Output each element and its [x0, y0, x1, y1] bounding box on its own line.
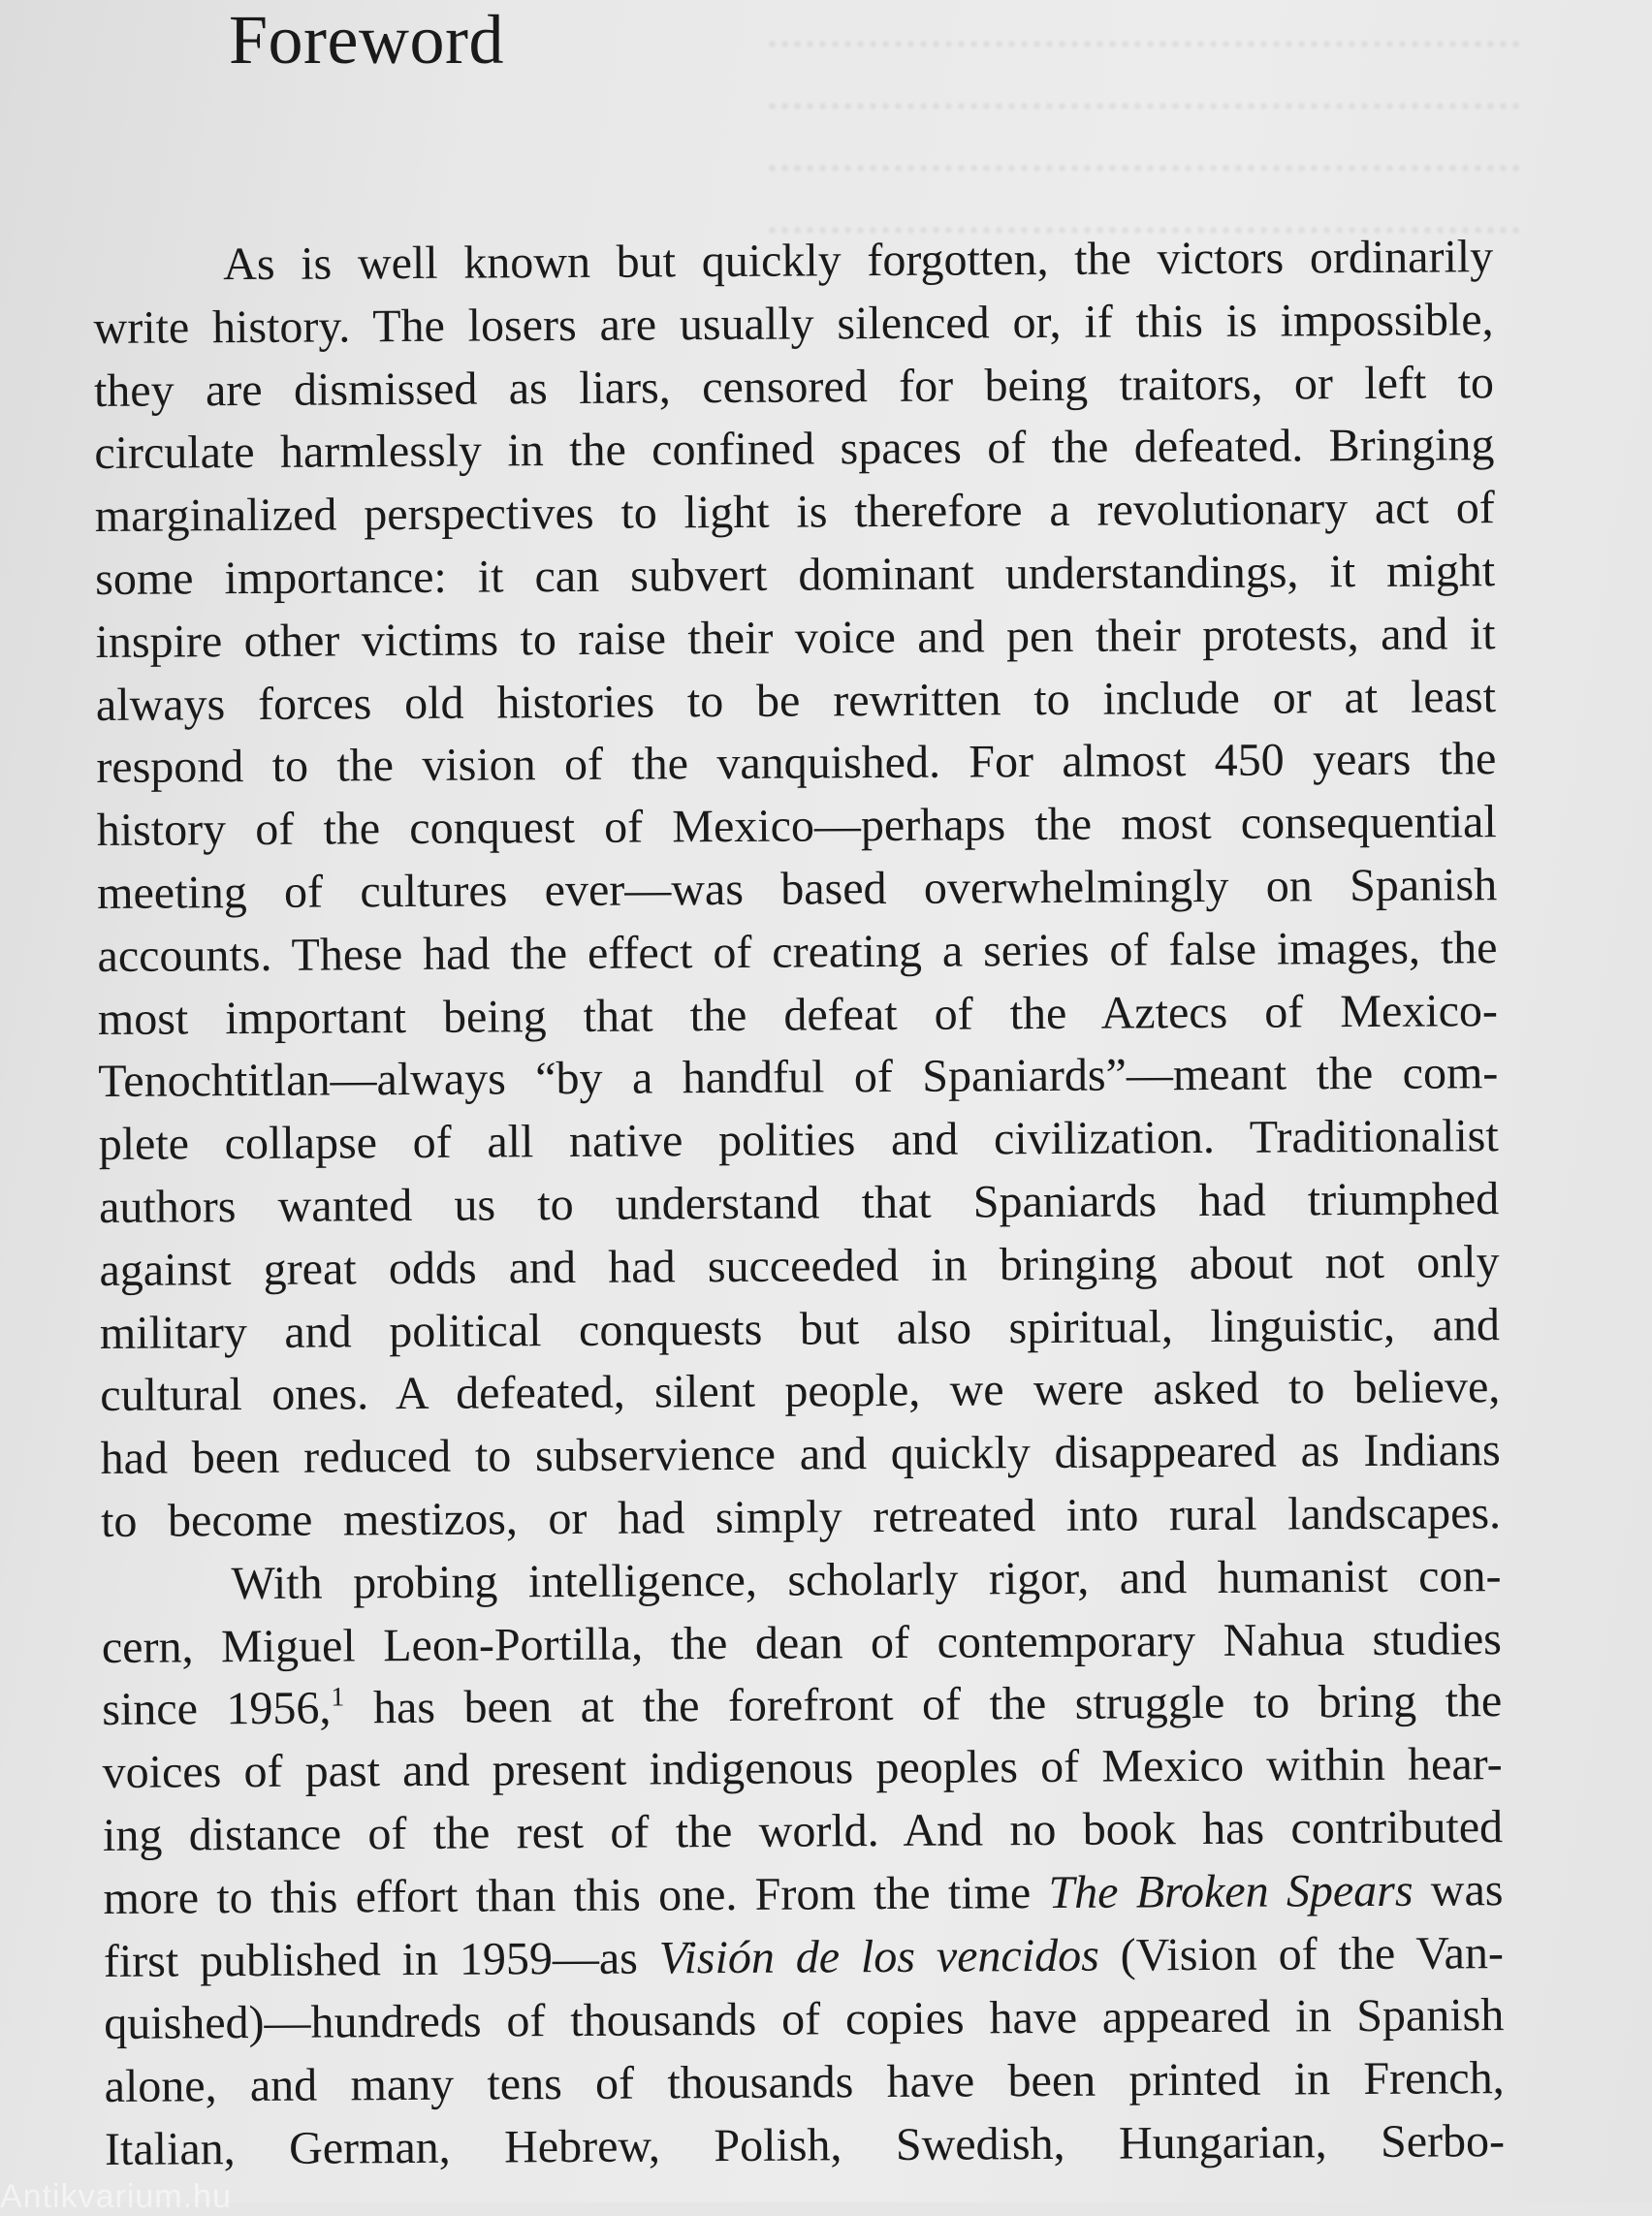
footnote-marker: 1: [331, 1682, 345, 1713]
text-line: quished)—hundreds of thousands of copies have appeared in Spanish: [104, 1989, 1505, 2050]
text-line: respond to the vision of the vanquished. For almost 450 years the: [96, 733, 1497, 794]
text-segment: (Vision of the Van-: [1098, 1926, 1505, 1981]
text-line: authors wanted us to understand that Spaniards had triumphed: [98, 1173, 1500, 1233]
text-line-with-title: [103, 1859, 1503, 1931]
text-line-with-footnote: [102, 1670, 1502, 1742]
body-text: [93, 226, 1505, 2181]
book-title-italic: Visión de los vencidos: [658, 1929, 1099, 1983]
text-line: ing distance of the rest of the world. And no book has contributed: [102, 1801, 1504, 1861]
watermark: Antikvarium.hu: [0, 2178, 232, 2215]
text-segment: first published in 1959—as: [103, 1931, 659, 1987]
text-segment: was: [1413, 1863, 1504, 1916]
text-line: voices of past and present indigenous peoples of Mexico within hear-: [102, 1738, 1503, 1799]
text-line: accounts. These had the effect of creating a series of false images, the: [97, 921, 1498, 982]
text-line: to become mestizos, or had simply retreated into rural landscapes.: [100, 1487, 1502, 1547]
text-line: meeting of cultures ever—was based overwhelmingly on Spanish: [96, 859, 1498, 919]
text-line: inspire other victims to raise their voice and pen their protests, and it: [95, 607, 1496, 668]
text-line: always forces old histories to be rewritten to include or at least: [95, 670, 1497, 731]
text-line: With probing intelligence, scholarly rigor, and humanist con-: [231, 1549, 1502, 1609]
text-line: As is well known but quickly forgotten, the victors ordinarily: [223, 231, 1494, 291]
text-line: history of the conquest of Mexico—perhaps the most consequential: [96, 796, 1497, 857]
text-line: write history. The losers are usually silenced or, if this is impossible,: [93, 293, 1494, 354]
page-title: Foreword: [229, 1, 504, 79]
text-line: cern, Miguel Leon-Portilla, the dean of contemporary Nahua studies: [101, 1612, 1503, 1673]
text-line: alone, and many tens of thousands have been printed in French,: [104, 2052, 1505, 2113]
text-line: some importance: it can subvert dominant understandings, it might: [95, 545, 1496, 605]
text-line: Tenochtitlan—always “by a handful of Spaniards”—meant the com-: [98, 1047, 1499, 1108]
text-line: cultural ones. A defeated, silent people, we were asked to believe,: [100, 1361, 1501, 1422]
text-line: they are dismissed as liars, censored for being traitors, or left to: [93, 356, 1495, 417]
text-segment: has been at the forefront of the struggle to bring the: [344, 1675, 1503, 1734]
text-line-with-title: [104, 1922, 1504, 1994]
text-line: military and political conquests but also spiritual, linguistic, and: [99, 1298, 1501, 1359]
text-line: against great odds and had succeeded in bringing about not only: [99, 1235, 1500, 1296]
text-line: marginalized perspectives to light is therefore a revolutionary act of: [94, 482, 1495, 543]
text-line: Italian, German, Hebrew, Polish, Swedish, Hungarian, Serbo-: [104, 2115, 1506, 2175]
text-segment: since 1956,: [102, 1682, 332, 1736]
text-line: had been reduced to subservience and quickly disappeared as Indians: [100, 1424, 1501, 1485]
bleed-through-text: ............................................................ ............................................................ ............................................................ ............................................................: [766, 3, 1522, 244]
text-line: most important being that the defeat of the Aztecs of Mexico-: [97, 984, 1499, 1045]
text-line: circulate harmlessly in the confined spaces of the defeated. Bringing: [94, 419, 1495, 480]
text-segment: more to this effort than this one. From the time: [103, 1866, 1049, 1924]
text-line: plete collapse of all native polities and civilization. Traditionalist: [98, 1110, 1499, 1171]
book-title-italic: The Broken Spears: [1048, 1864, 1414, 1918]
